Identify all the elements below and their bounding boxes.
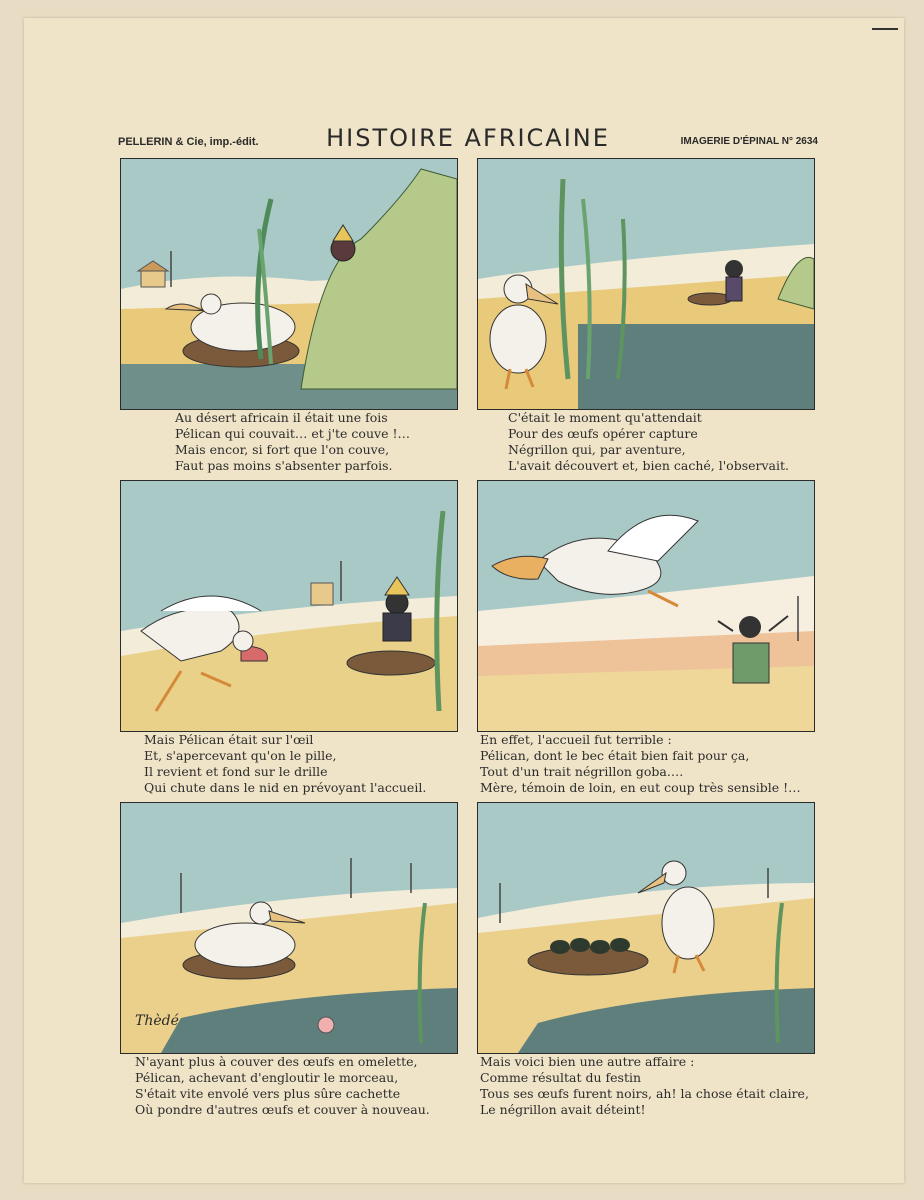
panel-2-illustration: [477, 158, 815, 410]
caption-line: Mais Pélican était sur l'œil: [144, 732, 314, 747]
caption-line: Pélican qui couvait… et j'te couve !…: [175, 426, 410, 441]
caption-line: Négrillon qui, par aventure,: [508, 442, 686, 457]
panel-6-caption: [480, 1054, 809, 1118]
panel-3-illustration: [120, 480, 458, 732]
caption-line: En effet, l'accueil fut terrible :: [480, 732, 672, 747]
panel-2-caption: [508, 410, 789, 474]
panel-4-illustration: [477, 480, 815, 732]
caption-line: Pélican, achevant d'engloutir le morceau,: [135, 1070, 399, 1085]
series-number-label: IMAGERIE D'ÉPINAL N° 2634: [680, 136, 818, 147]
caption-line: L'avait découvert et, bien caché, l'observait.: [508, 458, 789, 473]
panel-1-illustration: [120, 158, 458, 410]
caption-line: Au désert africain il était une fois: [175, 410, 388, 425]
caption-line: Qui chute dans le nid en prévoyant l'accueil.: [144, 780, 427, 795]
panel-6-illustration: [477, 802, 815, 1054]
caption-line: Comme résultat du festin: [480, 1070, 642, 1085]
page-title: HISTOIRE AFRICAINE: [326, 124, 610, 152]
corner-mark: [872, 28, 898, 30]
caption-line: Le négrillon avait déteint!: [480, 1102, 646, 1117]
panel-5-illustration: [120, 802, 458, 1054]
panel-4-caption: [480, 732, 801, 796]
caption-line: Mère, témoin de loin, en eut coup très sensible !…: [480, 780, 801, 795]
caption-line: Pélican, dont le bec était bien fait pour ça,: [480, 748, 750, 763]
caption-line: Et, s'apercevant qu'on le pille,: [144, 748, 337, 763]
artist-signature: Thèdé: [135, 1013, 179, 1029]
caption-line: Mais voici bien une autre affaire :: [480, 1054, 695, 1069]
panel-1-caption: [175, 410, 410, 474]
caption-line: C'était le moment qu'attendait: [508, 410, 702, 425]
panel-5-caption: [135, 1054, 430, 1118]
caption-line: Faut pas moins s'absenter parfois.: [175, 458, 393, 473]
caption-line: S'était vite envolé vers plus sûre cachette: [135, 1086, 401, 1101]
caption-line: Pour des œufs opérer capture: [508, 426, 698, 441]
page-header: [118, 124, 818, 154]
caption-line: Où pondre d'autres œufs et couver à nouveau.: [135, 1102, 430, 1117]
panel-3-caption: [144, 732, 426, 796]
publisher-label: PELLERIN & Cie, imp.-édit.: [118, 136, 259, 148]
caption-line: Tous ses œufs furent noirs, ah! la chose était claire,: [480, 1086, 809, 1101]
caption-line: N'ayant plus à couver des œufs en omelette,: [135, 1054, 418, 1069]
caption-line: Mais encor, si fort que l'on couve,: [175, 442, 390, 457]
caption-line: Il revient et fond sur le drille: [144, 764, 328, 779]
caption-line: Tout d'un trait négrillon goba.…: [480, 764, 684, 779]
